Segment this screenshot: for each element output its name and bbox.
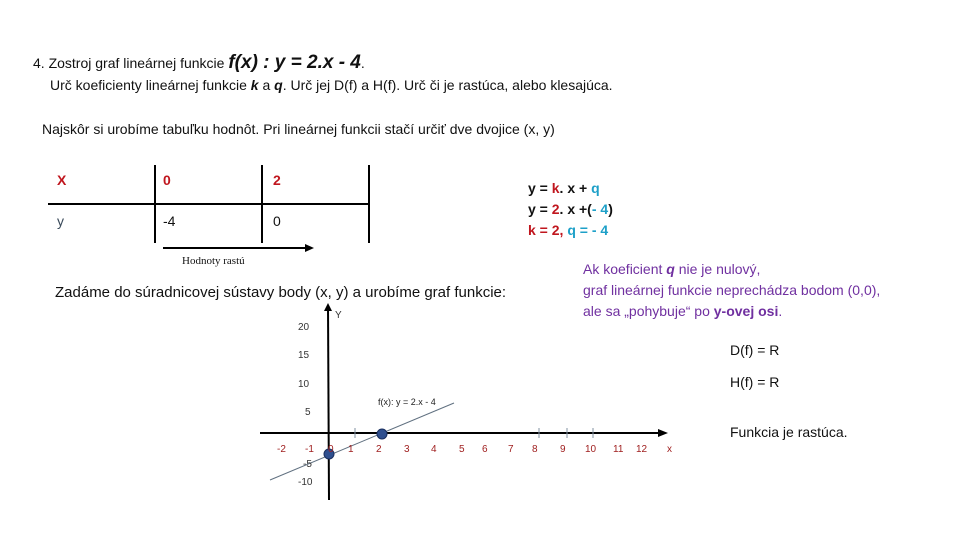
conclusion: Funkcia je rastúca. (730, 424, 848, 440)
task-intro: Zostroj graf lineárnej funkcie (48, 55, 225, 71)
k-result: k = 2, (528, 222, 568, 238)
k-symbol: k (250, 77, 259, 93)
q-result: q = - 4 (567, 222, 609, 238)
x-tick-label: 6 (482, 444, 488, 455)
x-tick-label: 11 (613, 444, 624, 455)
y-tick-labels (298, 310, 342, 488)
x-tick-label: 9 (560, 444, 566, 455)
text: a (262, 77, 271, 93)
table-header-y: y (57, 213, 64, 229)
text: . x + (559, 180, 592, 196)
period: . (360, 55, 365, 71)
x-tick-label: 8 (532, 444, 538, 455)
table-cell: 0 (163, 172, 171, 188)
table-cell: 0 (273, 213, 281, 229)
x-tick-label: 7 (508, 444, 514, 455)
q-value: - 4 (591, 201, 609, 217)
y-axis-label: Y (335, 310, 342, 321)
y-tick-label: -5 (303, 459, 312, 470)
plot-instruction: Zadáme do súradnicovej sústavy body (x, y) a urobíme graf funkcie: (55, 284, 507, 301)
y-tick-label: 20 (298, 322, 310, 333)
text: nie je nulový, (674, 261, 761, 277)
x-tick-label: 4 (431, 444, 437, 455)
q: q (591, 180, 600, 196)
text: y-ovej osi (713, 303, 779, 319)
x-tick-label: 1 (348, 444, 354, 455)
text: y = (528, 201, 552, 217)
range: H(f) = R (730, 374, 780, 390)
text: . x +( (559, 201, 592, 217)
task-number: 4. (33, 55, 45, 71)
k: k (551, 180, 560, 196)
q-symbol: q (274, 77, 283, 93)
y-tick-label: 15 (298, 350, 310, 361)
text: Urč koeficienty lineárnej funkcie (50, 77, 247, 93)
text: y = (528, 180, 552, 196)
text: ) (608, 201, 613, 217)
text: . Urč jej D(f) a H(f). Urč či je rastúca, alebo klesajúca. (282, 77, 613, 93)
table-cell: -4 (163, 213, 176, 229)
x-tick-label: 2 (376, 444, 382, 455)
x-tick-label: -1 (305, 444, 314, 455)
y-axis-arrow (324, 303, 332, 311)
text: graf lineárnej funkcie neprechádza bodom (0,0), (583, 282, 881, 298)
x-tick-labels (277, 444, 672, 455)
q-symbol: q (666, 261, 675, 277)
arrow-label: Hodnoty rastú (182, 255, 245, 267)
function-line-label: f(x): y = 2.x - 4 (378, 397, 436, 407)
x-tick-label: 5 (459, 444, 465, 455)
x-tick-label: 3 (404, 444, 410, 455)
function-line (270, 403, 454, 480)
x-tick-label: -2 (277, 444, 286, 455)
y-tick-label: -10 (298, 477, 313, 488)
y-axis (328, 306, 329, 500)
point-2-0 (377, 429, 387, 439)
y-tick-label: 10 (298, 379, 310, 390)
text: . (778, 303, 783, 319)
x-tick-label: 12 (636, 444, 648, 455)
task-function: f(x) : y = 2.x - 4 (228, 52, 361, 73)
table-header-x: X (57, 172, 67, 188)
domain: D(f) = R (730, 342, 780, 358)
table-cell: 2 (273, 172, 281, 188)
x-tick-label: 0 (328, 444, 334, 455)
x-tick-label: 10 (585, 444, 597, 455)
text: ale sa „pohybuje“ po (583, 303, 714, 319)
y-tick-label: 5 (305, 407, 311, 418)
x-axis-arrow (658, 429, 668, 437)
text: Ak koeficient (583, 261, 667, 277)
instruction: Najskôr si urobíme tabuľku hodnôt. Pri lineárnej funkcii stačí určiť dve dvojice (x, y) (42, 121, 555, 137)
k-value: 2 (551, 201, 560, 217)
x-axis-label: x (667, 444, 672, 455)
